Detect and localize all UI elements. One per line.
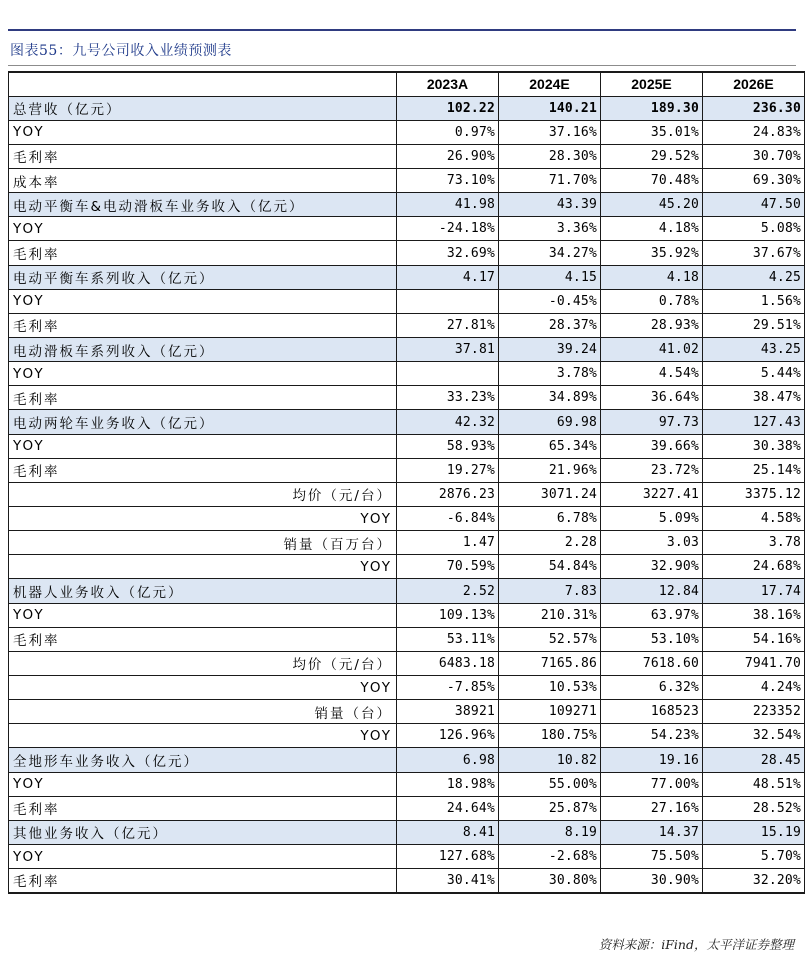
- value-cell: 65.34%: [499, 434, 601, 458]
- value-cell: 1.47: [397, 531, 499, 555]
- value-cell: 69.30%: [703, 169, 805, 193]
- value-cell: 28.52%: [703, 796, 805, 820]
- value-cell: 126.96%: [397, 724, 499, 748]
- value-cell: 54.23%: [601, 724, 703, 748]
- row-label: 总营收（亿元）: [9, 96, 397, 120]
- row-label: YOY: [9, 555, 397, 579]
- value-cell: 47.50: [703, 193, 805, 217]
- value-cell: -0.45%: [499, 289, 601, 313]
- row-label: 电动滑板车系列收入（亿元）: [9, 338, 397, 362]
- value-cell: 2876.23: [397, 482, 499, 506]
- value-cell: 53.11%: [397, 627, 499, 651]
- value-cell: 29.52%: [601, 144, 703, 168]
- row-label: YOY: [9, 120, 397, 144]
- value-cell: 71.70%: [499, 169, 601, 193]
- forecast-table: [8, 71, 805, 894]
- value-cell: 37.16%: [499, 120, 601, 144]
- value-cell: 10.53%: [499, 676, 601, 700]
- table-row: [9, 217, 805, 241]
- row-label: 毛利率: [9, 458, 397, 482]
- header-cell-2026e: 2026E: [703, 72, 805, 96]
- value-cell: 24.68%: [703, 555, 805, 579]
- value-cell: 28.30%: [499, 144, 601, 168]
- value-cell: 14.37: [601, 820, 703, 844]
- value-cell: 37.81: [397, 338, 499, 362]
- value-cell: 6483.18: [397, 651, 499, 675]
- value-cell: 8.41: [397, 820, 499, 844]
- value-cell: 75.50%: [601, 845, 703, 869]
- row-label: 均价（元/台）: [9, 482, 397, 506]
- table-body: [9, 96, 805, 893]
- table-row: [9, 241, 805, 265]
- table-row: [9, 338, 805, 362]
- value-cell: -24.18%: [397, 217, 499, 241]
- row-label: 毛利率: [9, 313, 397, 337]
- value-cell: 4.25: [703, 265, 805, 289]
- value-cell: [397, 362, 499, 386]
- title-rule: [8, 65, 796, 66]
- table-row: [9, 386, 805, 410]
- value-cell: 33.23%: [397, 386, 499, 410]
- value-cell: 32.69%: [397, 241, 499, 265]
- source-note: 资料来源：iFind，太平洋证券整理: [598, 937, 794, 952]
- value-cell: -6.84%: [397, 507, 499, 531]
- value-cell: 48.51%: [703, 772, 805, 796]
- value-cell: 58.93%: [397, 434, 499, 458]
- row-label: 毛利率: [9, 241, 397, 265]
- value-cell: 36.64%: [601, 386, 703, 410]
- value-cell: 3.78%: [499, 362, 601, 386]
- value-cell: 3227.41: [601, 482, 703, 506]
- value-cell: 97.73: [601, 410, 703, 434]
- value-cell: 4.15: [499, 265, 601, 289]
- table-row: [9, 531, 805, 555]
- value-cell: 38.47%: [703, 386, 805, 410]
- value-cell: 4.24%: [703, 676, 805, 700]
- value-cell: 32.54%: [703, 724, 805, 748]
- header-row: [9, 72, 805, 96]
- table-row: [9, 603, 805, 627]
- value-cell: 27.16%: [601, 796, 703, 820]
- row-label: 电动平衡车系列收入（亿元）: [9, 265, 397, 289]
- value-cell: 7.83: [499, 579, 601, 603]
- table-row: [9, 772, 805, 796]
- row-label: YOY: [9, 845, 397, 869]
- row-label: 成本率: [9, 169, 397, 193]
- value-cell: 43.25: [703, 338, 805, 362]
- value-cell: 4.58%: [703, 507, 805, 531]
- value-cell: 30.38%: [703, 434, 805, 458]
- value-cell: 35.01%: [601, 120, 703, 144]
- value-cell: 236.30: [703, 96, 805, 120]
- table-row: [9, 289, 805, 313]
- value-cell: 109.13%: [397, 603, 499, 627]
- value-cell: 10.82: [499, 748, 601, 772]
- value-cell: 109271: [499, 700, 601, 724]
- value-cell: 4.54%: [601, 362, 703, 386]
- value-cell: 19.27%: [397, 458, 499, 482]
- value-cell: -2.68%: [499, 845, 601, 869]
- value-cell: 43.39: [499, 193, 601, 217]
- value-cell: 12.84: [601, 579, 703, 603]
- value-cell: 32.20%: [703, 869, 805, 893]
- row-label: 机器人业务收入（亿元）: [9, 579, 397, 603]
- value-cell: 3071.24: [499, 482, 601, 506]
- table-row: [9, 144, 805, 168]
- table-row: [9, 120, 805, 144]
- value-cell: 52.57%: [499, 627, 601, 651]
- value-cell: 180.75%: [499, 724, 601, 748]
- value-cell: 25.87%: [499, 796, 601, 820]
- value-cell: 3.03: [601, 531, 703, 555]
- value-cell: 77.00%: [601, 772, 703, 796]
- value-cell: 45.20: [601, 193, 703, 217]
- row-label: 全地形车业务收入（亿元）: [9, 748, 397, 772]
- value-cell: 8.19: [499, 820, 601, 844]
- value-cell: 3.78: [703, 531, 805, 555]
- value-cell: 63.97%: [601, 603, 703, 627]
- value-cell: 32.90%: [601, 555, 703, 579]
- top-rule: [8, 29, 796, 31]
- row-label: 电动两轮车业务收入（亿元）: [9, 410, 397, 434]
- table-row: [9, 169, 805, 193]
- value-cell: 102.22: [397, 96, 499, 120]
- row-label: 均价（元/台）: [9, 651, 397, 675]
- value-cell: 23.72%: [601, 458, 703, 482]
- table-row: [9, 313, 805, 337]
- value-cell: 189.30: [601, 96, 703, 120]
- value-cell: 39.66%: [601, 434, 703, 458]
- header-cell-2024e: 2024E: [499, 72, 601, 96]
- value-cell: 1.56%: [703, 289, 805, 313]
- table-row: [9, 748, 805, 772]
- value-cell: 38.16%: [703, 603, 805, 627]
- value-cell: 21.96%: [499, 458, 601, 482]
- table-row: [9, 651, 805, 675]
- table-row: [9, 820, 805, 844]
- value-cell: 53.10%: [601, 627, 703, 651]
- value-cell: 7618.60: [601, 651, 703, 675]
- value-cell: 6.32%: [601, 676, 703, 700]
- value-cell: 73.10%: [397, 169, 499, 193]
- row-label: 销量（百万台）: [9, 531, 397, 555]
- value-cell: [397, 289, 499, 313]
- value-cell: 2.28: [499, 531, 601, 555]
- value-cell: 30.90%: [601, 869, 703, 893]
- value-cell: 30.41%: [397, 869, 499, 893]
- value-cell: 7165.86: [499, 651, 601, 675]
- value-cell: 69.98: [499, 410, 601, 434]
- value-cell: 223352: [703, 700, 805, 724]
- value-cell: 5.08%: [703, 217, 805, 241]
- value-cell: 127.68%: [397, 845, 499, 869]
- table-row: [9, 507, 805, 531]
- value-cell: 0.97%: [397, 120, 499, 144]
- value-cell: 27.81%: [397, 313, 499, 337]
- value-cell: 140.21: [499, 96, 601, 120]
- row-label: 销量（台）: [9, 700, 397, 724]
- table-row: [9, 724, 805, 748]
- header-cell-label: [9, 72, 397, 96]
- value-cell: 7941.70: [703, 651, 805, 675]
- value-cell: 34.89%: [499, 386, 601, 410]
- value-cell: 26.90%: [397, 144, 499, 168]
- table-row: [9, 193, 805, 217]
- row-label: YOY: [9, 603, 397, 627]
- value-cell: 34.27%: [499, 241, 601, 265]
- value-cell: 17.74: [703, 579, 805, 603]
- table-row: [9, 362, 805, 386]
- value-cell: 0.78%: [601, 289, 703, 313]
- value-cell: 24.64%: [397, 796, 499, 820]
- row-label: 毛利率: [9, 796, 397, 820]
- value-cell: 127.43: [703, 410, 805, 434]
- value-cell: 19.16: [601, 748, 703, 772]
- value-cell: 28.93%: [601, 313, 703, 337]
- table-row: [9, 265, 805, 289]
- row-label: YOY: [9, 676, 397, 700]
- value-cell: 24.83%: [703, 120, 805, 144]
- value-cell: 41.02: [601, 338, 703, 362]
- table-row: [9, 700, 805, 724]
- row-label: 毛利率: [9, 627, 397, 651]
- row-label: YOY: [9, 362, 397, 386]
- value-cell: 6.98: [397, 748, 499, 772]
- row-label: 电动平衡车&电动滑板车业务收入（亿元）: [9, 193, 397, 217]
- value-cell: 55.00%: [499, 772, 601, 796]
- table-row: [9, 96, 805, 120]
- value-cell: 39.24: [499, 338, 601, 362]
- row-label: YOY: [9, 772, 397, 796]
- row-label: YOY: [9, 507, 397, 531]
- value-cell: 3375.12: [703, 482, 805, 506]
- table-row: [9, 458, 805, 482]
- table-row: [9, 627, 805, 651]
- value-cell: 29.51%: [703, 313, 805, 337]
- table-row: [9, 555, 805, 579]
- value-cell: 6.78%: [499, 507, 601, 531]
- row-label: YOY: [9, 217, 397, 241]
- table-row: [9, 869, 805, 893]
- value-cell: 2.52: [397, 579, 499, 603]
- value-cell: 4.17: [397, 265, 499, 289]
- value-cell: 37.67%: [703, 241, 805, 265]
- row-label: 其他业务收入（亿元）: [9, 820, 397, 844]
- value-cell: 54.84%: [499, 555, 601, 579]
- row-label: 毛利率: [9, 386, 397, 410]
- table-row: [9, 676, 805, 700]
- table-row: [9, 434, 805, 458]
- value-cell: 28.37%: [499, 313, 601, 337]
- row-label: 毛利率: [9, 144, 397, 168]
- value-cell: -7.85%: [397, 676, 499, 700]
- value-cell: 35.92%: [601, 241, 703, 265]
- table-row: [9, 579, 805, 603]
- value-cell: 18.98%: [397, 772, 499, 796]
- value-cell: 42.32: [397, 410, 499, 434]
- value-cell: 28.45: [703, 748, 805, 772]
- value-cell: 25.14%: [703, 458, 805, 482]
- value-cell: 168523: [601, 700, 703, 724]
- row-label: YOY: [9, 434, 397, 458]
- value-cell: 70.48%: [601, 169, 703, 193]
- header-cell-2023a: 2023A: [397, 72, 499, 96]
- header-cell-2025e: 2025E: [601, 72, 703, 96]
- value-cell: 5.44%: [703, 362, 805, 386]
- value-cell: 15.19: [703, 820, 805, 844]
- value-cell: 3.36%: [499, 217, 601, 241]
- value-cell: 41.98: [397, 193, 499, 217]
- value-cell: 5.09%: [601, 507, 703, 531]
- table-row: [9, 845, 805, 869]
- table-row: [9, 796, 805, 820]
- value-cell: 4.18%: [601, 217, 703, 241]
- value-cell: 70.59%: [397, 555, 499, 579]
- row-label: YOY: [9, 724, 397, 748]
- value-cell: 38921: [397, 700, 499, 724]
- value-cell: 5.70%: [703, 845, 805, 869]
- value-cell: 54.16%: [703, 627, 805, 651]
- row-label: 毛利率: [9, 869, 397, 893]
- value-cell: 30.80%: [499, 869, 601, 893]
- table-row: [9, 410, 805, 434]
- row-label: YOY: [9, 289, 397, 313]
- value-cell: 210.31%: [499, 603, 601, 627]
- value-cell: 4.18: [601, 265, 703, 289]
- value-cell: 30.70%: [703, 144, 805, 168]
- table-title: 图表55：九号公司收入业绩预测表: [10, 43, 232, 59]
- table-row: [9, 482, 805, 506]
